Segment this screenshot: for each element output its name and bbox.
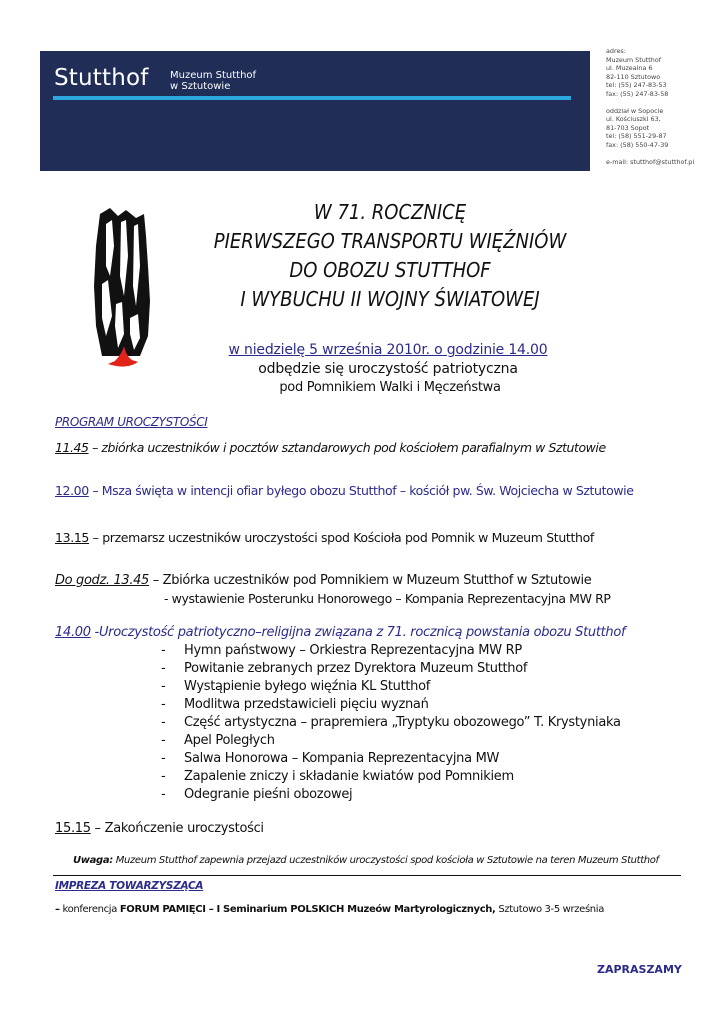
address-block <box>606 47 721 166</box>
transport-note <box>73 855 659 866</box>
list-item-text: Wystąpienie byłego więźnia KL Stutthof <box>184 679 431 694</box>
list-item-text: Modlitwa przedstawicieli pięciu wyznań <box>184 697 429 712</box>
address-gap <box>606 150 721 158</box>
list-item-text: Powitanie zebranych przez Dyrektora Muzeum Stutthof <box>184 661 528 676</box>
schedule-text: – Msza święta w intencji ofiar byłego obozu Stutthof – kościół pw. Św. Wojciecha w Sztutowie <box>88 483 634 498</box>
list-item-text: Salwa Honorowa – Kompania Reprezentacyjna MW <box>184 751 500 766</box>
address-line: tel: (55) 247-83-53 <box>606 81 667 90</box>
side-event-heading: IMPREZA TOWARZYSZĄCA <box>55 880 204 892</box>
schedule-time: 15.15 <box>55 821 91 836</box>
list-dash: - <box>161 661 166 676</box>
schedule-item-4-sub: - wystawienie Posterunku Honorowego – Kompania Reprezentacyjna MW RP <box>164 591 611 606</box>
branch-line: oddział w Sopocie <box>606 106 664 115</box>
list-dash: - <box>161 679 166 694</box>
schedule-time: Do godz. 13.45 <box>55 573 149 588</box>
title-line-3: DO OBOZU STUTTHOF <box>289 258 491 282</box>
side-event-suffix: Sztutowo 3-5 września <box>495 904 605 915</box>
list-item-text: Odegranie pieśni obozowej <box>184 787 353 802</box>
event-description: odbędzie się uroczystość patriotyczna <box>258 361 518 377</box>
schedule-item-6 <box>55 821 264 836</box>
list-item-text: Hymn państwowy – Orkiestra Reprezentacyjna MW RP <box>184 643 522 658</box>
header-banner <box>40 51 590 171</box>
schedule-time: 12.00 <box>55 483 89 498</box>
list-dash: - <box>161 733 166 748</box>
schedule-item-5 <box>55 625 625 640</box>
list-dash: - <box>161 751 166 766</box>
event-date: w niedzielę 5 września 2010r. o godzinie 14.00 <box>228 342 548 358</box>
list-item-text: Część artystyczna – prapremiera „Tryptyku obozowego” T. Krystyniaka <box>184 715 621 730</box>
note-text: Muzeum Stutthof zapewnia przejazd uczestników uroczystości spod kościoła w Sztutowie na teren Muzeum Stutthof <box>112 855 659 866</box>
note-label: Uwaga: <box>73 855 113 866</box>
schedule-text: – przemarsz uczestników uroczystości spod Kościoła pod Pomnik w Muzeum Stutthof <box>89 530 594 545</box>
logo-subtitle-line-2: w Sztutowie <box>170 81 231 92</box>
logo-wordmark: Stutthof <box>54 65 149 91</box>
branch-line: ul. Kościuszki 63, <box>606 115 661 124</box>
list-item-text: Apel Poległych <box>184 733 275 748</box>
address-line: fax: (55) 247-83-58 <box>606 89 669 98</box>
email-line: e-mail: stutthof@stutthof.pl <box>606 157 695 166</box>
logo-subtitle-line-1: Muzeum Stutthof <box>170 70 257 81</box>
side-event-prefix: konferencja <box>59 904 120 915</box>
list-dash: - <box>161 787 166 802</box>
list-dash: - <box>161 715 166 730</box>
address-line: adres: <box>606 47 626 55</box>
list-dash: - <box>161 697 166 712</box>
schedule-item-1 <box>55 440 606 455</box>
title-line-2: PIERWSZEGO TRANSPORTU WIĘŹNIÓW <box>213 229 567 253</box>
divider <box>53 875 681 876</box>
schedule-time: 11.45 <box>55 440 89 455</box>
branch-line: tel: (58) 551-29-87 <box>606 132 667 141</box>
side-event-dash: – <box>55 904 60 915</box>
schedule-time: 14.00 <box>55 625 91 640</box>
schedule-item-4 <box>55 573 591 588</box>
address-line: 82-110 Sztutowo <box>606 72 661 81</box>
schedule-item-2 <box>55 483 634 498</box>
address-line: ul. Muzealna 6 <box>606 64 653 73</box>
program-heading: PROGRAM UROCZYSTOŚCI <box>55 415 208 429</box>
schedule-text: – zbiórka uczestników i pocztów sztandarowych pod kościołem parafialnym w Sztutowie <box>88 440 606 455</box>
schedule-text: -Uroczystość patriotyczno–religijna związana z 71. rocznicą powstania obozu Stutthof <box>90 625 626 640</box>
closing-invitation: ZAPRASZAMY <box>597 963 682 976</box>
side-event-line <box>55 904 604 915</box>
logo-subtitle <box>170 70 256 92</box>
schedule-text: – Zbiórka uczestników pod Pomnikiem w Muzeum Stutthof w Sztutowie <box>148 573 592 588</box>
list-dash: - <box>161 769 166 784</box>
schedule-time: 13.15 <box>55 530 90 545</box>
event-place: pod Pomnikiem Walki i Męczeństwa <box>279 380 501 395</box>
title-line-4: I WYBUCHU II WOJNY ŚWIATOWEJ <box>240 287 540 311</box>
schedule-item-3 <box>55 530 594 545</box>
monument-logo-icon <box>88 206 158 376</box>
address-gap <box>606 99 721 107</box>
side-event-title: FORUM PAMIĘCI – I Seminarium POLSKICH Muzeów Martyrologicznych, <box>119 904 496 915</box>
schedule-text: – Zakończenie uroczystości <box>90 821 264 836</box>
list-dash: - <box>161 643 166 658</box>
address-line: Muzeum Stutthof <box>606 55 661 64</box>
branch-line: 81-703 Sopot <box>606 123 650 132</box>
branch-line: fax: (58) 550-47-39 <box>606 140 669 149</box>
title-line-1: W 71. ROCZNICĘ <box>313 200 467 224</box>
list-item-text: Zapalenie zniczy i składanie kwiatów pod Pomnikiem <box>184 769 514 784</box>
banner-accent-line <box>53 96 571 100</box>
